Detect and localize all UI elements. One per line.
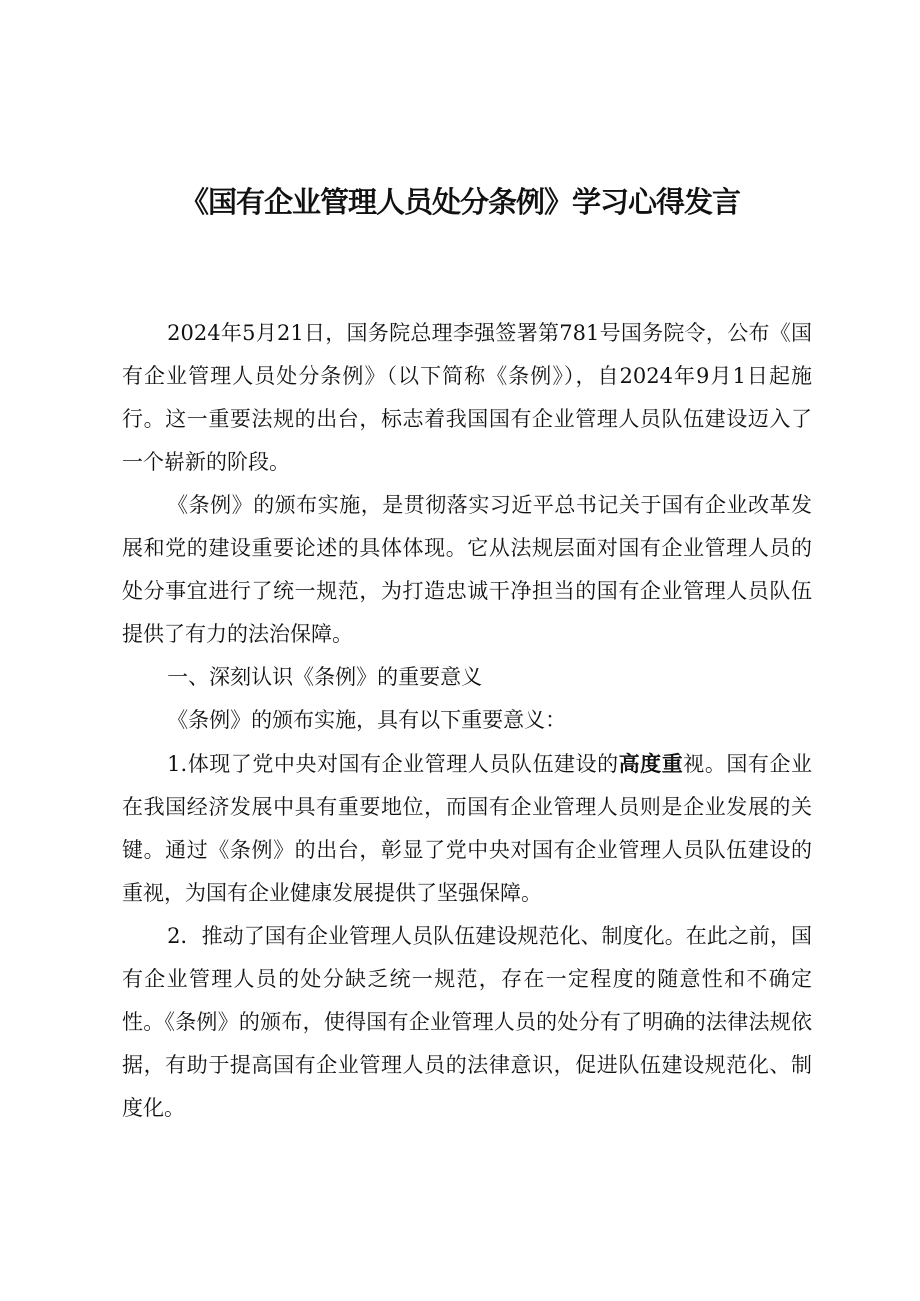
paragraph-intro: 2024年5月21日，国务院总理李强签署第781号国务院令，公布《国有企业管理人员处分条例》（以下简称《条例》），自2024年9月1日起施行。这一重要法规的出台，标志着我国国有企业管理人员队伍建设迈入了一个崭新的阶段。 [122, 321, 812, 474]
point-2: 2．推动了国有企业管理人员队伍建设规范化、制度化。在此之前，国有企业管理人员的处分缺乏统一规范，存在一定程度的随意性和不确定性。《条例》的颁布，使得国有企业管理人员的处分有了明确的法律法规依据，有助于提高国有企业管理人员的法律意识，促进队伍建设规范化、制度化。 [122, 924, 812, 1120]
paragraph-significance: 《条例》的颁布实施，是贯彻落实习近平总书记关于国有企业改革发展和党的建设重要论述的具体体现。它从法规层面对国有企业管理人员的处分事宜进行了统一规范，为打造忠诚干净担当的国有企业管理人员队伍提供了有力的法治保障。 [122, 493, 812, 646]
point-1 [122, 742, 812, 915]
point-1-text-start: 1.体现了党中央对国有企业管理人员队伍建设的 [167, 752, 619, 776]
document-title: 《国有企业管理人员处分条例》学习心得发言 [179, 185, 740, 219]
document-body [122, 312, 812, 1130]
point-1-text-end: 视。国有企业在我国经济发展中具有重要地位，而国有企业管理人员则是企业发展的关键。通过《条例》的出台，彰显了党中央对国有企业管理人员队伍建设的重视，为国有企业健康发展提供了坚强保障。 [122, 752, 813, 905]
paragraph-lead-in: 《条例》的颁布实施，具有以下重要意义： [167, 708, 567, 732]
point-1-emphasis: 高度重 [618, 751, 684, 776]
section-heading-1: 一、深刻认识《条例》的重要意义 [167, 665, 483, 689]
